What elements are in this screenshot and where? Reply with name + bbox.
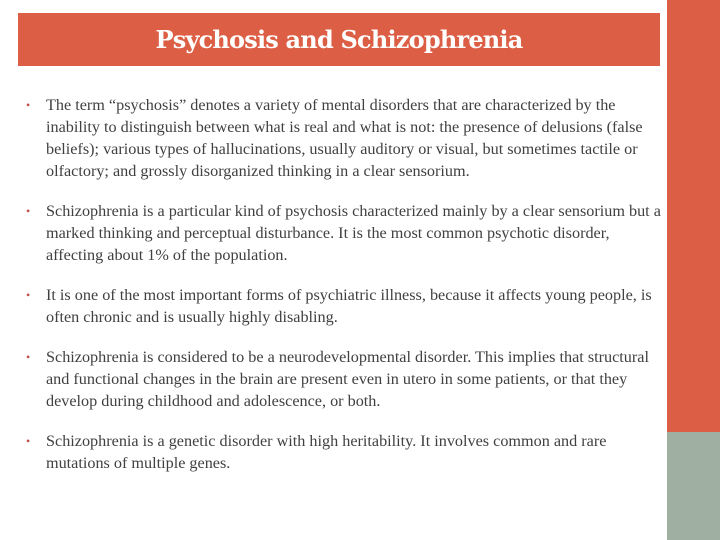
bullet-list xyxy=(26,94,662,474)
slide-title: Psychosis and Schizophrenia xyxy=(155,25,523,54)
slide-content xyxy=(26,94,662,492)
title-bar xyxy=(18,13,660,66)
bullet-item: • Schizophrenia is considered to be a neurodevelopmental disorder. This implies that structural and functional changes in the brain are present even in utero in some patients, or that they develop during childhood and adolescence, or both. xyxy=(26,346,662,412)
bullet-item: • It is one of the most important forms of psychiatric illness, because it affects young people, is often chronic and is usually highly disabling. xyxy=(26,284,662,328)
side-accent-block xyxy=(667,432,720,540)
bullet-item: • Schizophrenia is a genetic disorder with high heritability. It involves common and rare mutations of multiple genes. xyxy=(26,430,662,474)
bullet-item: • The term “psychosis” denotes a variety of mental disorders that are characterized by the inability to distinguish between what is real and what is not: the presence of delusions (false beliefs); various types of hallucinations, usually auditory or visual, but sometimes tactile or olfactory; and grossly disorganized thinking in a clear sensorium. xyxy=(26,94,662,182)
bullet-item: • Schizophrenia is a particular kind of psychosis characterized mainly by a clear sensorium but a marked thinking and perceptual disturbance. It is the most common psychotic disorder, affecting about 1% of the population. xyxy=(26,200,662,266)
